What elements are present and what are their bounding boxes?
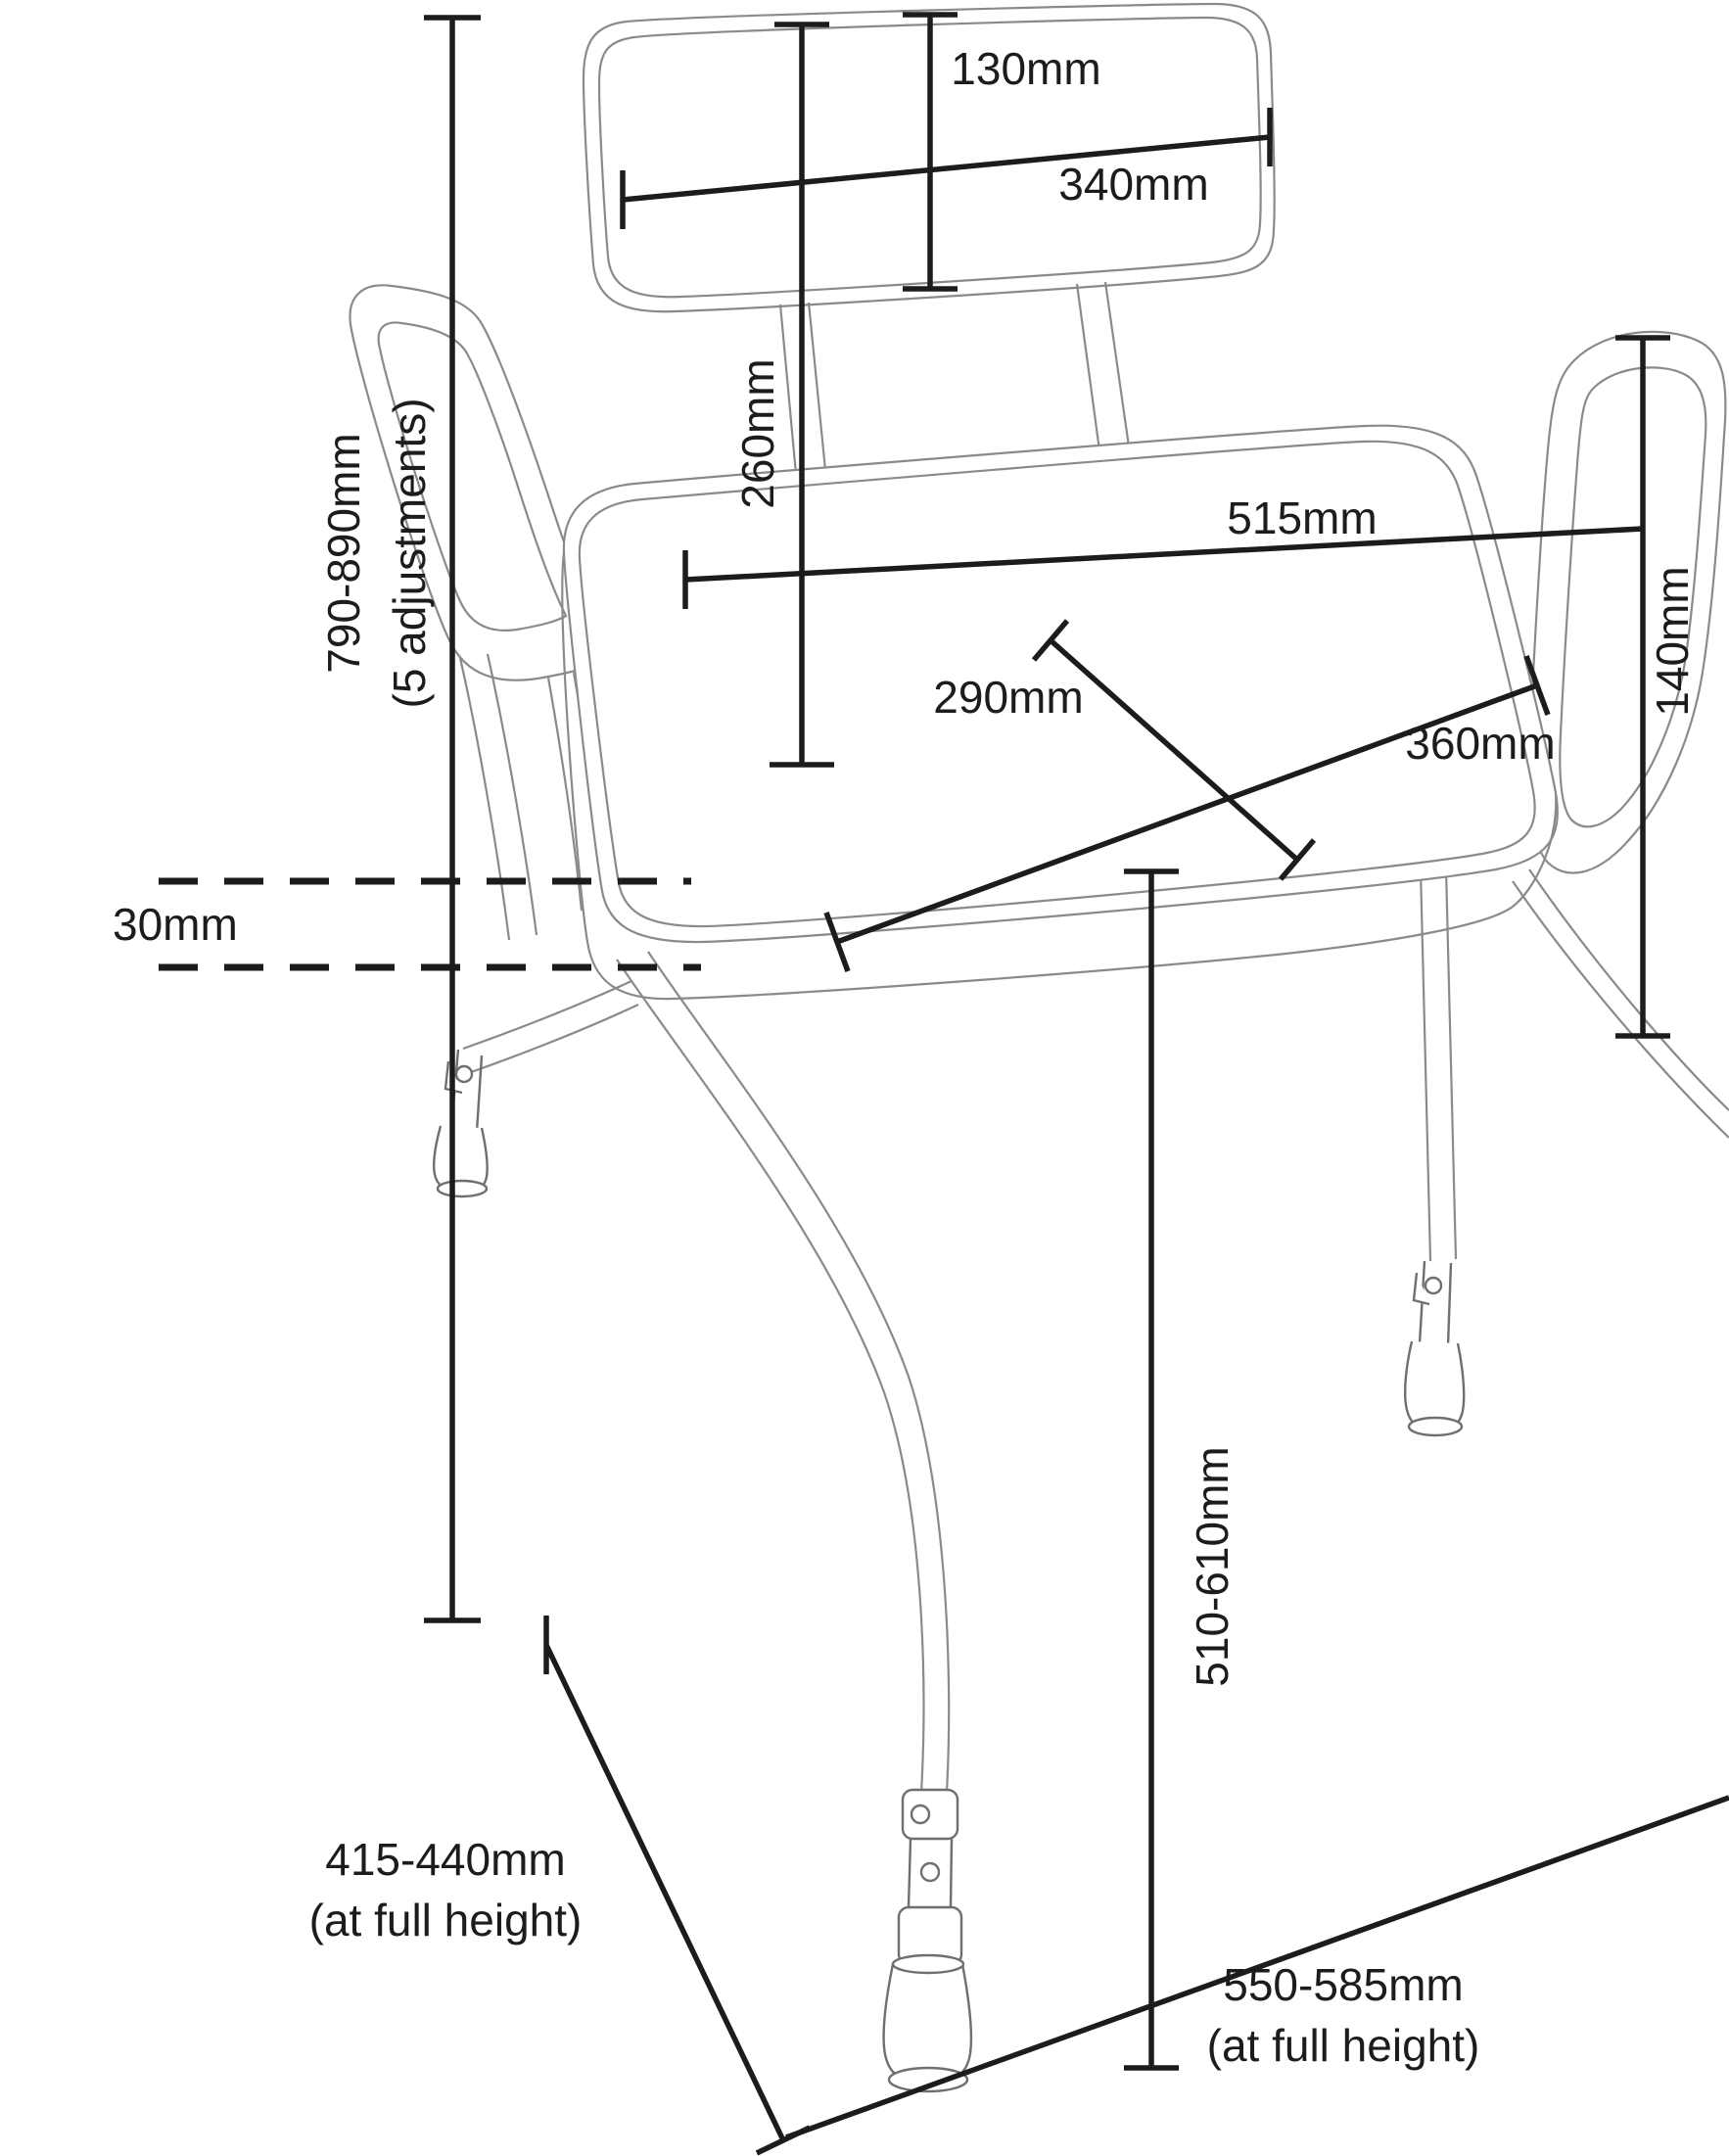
dim-line (546, 1645, 783, 2140)
dim-label: 290mm (933, 672, 1084, 723)
dim-label: 30mm (113, 899, 238, 950)
chair-drawing (350, 4, 1729, 2091)
dim-label: 340mm (1058, 159, 1209, 210)
leg-inner-tube (1448, 1263, 1451, 1345)
dimension-base-depth (309, 1616, 810, 2153)
backrest-post-right (1077, 284, 1099, 450)
dimension-overall-height (318, 18, 481, 1620)
dim-label: 550-585mm (1223, 1959, 1464, 2010)
dim-label: 515mm (1227, 492, 1378, 543)
left-arm-rear-post (488, 654, 537, 935)
leg-inner-tube (909, 1839, 911, 1907)
left-arm-front-post (548, 678, 582, 911)
dim-label: 360mm (1405, 718, 1556, 769)
ferrule-base (1409, 1418, 1462, 1435)
ferrule-top (893, 1955, 963, 1973)
leg-tube (1529, 869, 1729, 1110)
dim-label: 130mm (951, 43, 1101, 94)
dim-label-note: (at full height) (1206, 2020, 1480, 2071)
adjustment-pin-hole (921, 1863, 939, 1881)
dim-label-note: (at full height) (308, 1895, 583, 1945)
adjustment-pin-hole (456, 1066, 472, 1082)
front-right-leg (1513, 869, 1729, 1138)
backrest-post-right (1105, 282, 1129, 446)
leg-inner-tube (477, 1055, 482, 1132)
adjustment-pin-hole (911, 1805, 929, 1823)
leg-tube (617, 960, 923, 1794)
leg-inner-tube (951, 1839, 952, 1907)
front-left-leg (617, 952, 971, 2091)
left-arm-rear-post (460, 658, 509, 940)
leg-tube (648, 952, 949, 1792)
dim-label: 510-610mm (1187, 1446, 1238, 1687)
dim-label: 260mm (732, 358, 783, 509)
dim-label-note: (5 adjustments) (384, 398, 435, 709)
adjustment-pin-hole (1425, 1278, 1441, 1293)
leg-tube (1513, 881, 1729, 1138)
dim-label: 140mm (1647, 566, 1698, 717)
dim-label: 415-440mm (325, 1834, 566, 1885)
leg-tube (463, 981, 631, 1049)
backrest-post-left (809, 303, 825, 470)
dimension-seat-height (1124, 871, 1238, 2068)
ferrule-base (438, 1181, 487, 1196)
dim-label: 790-890mm (318, 433, 369, 674)
rear-left-leg (434, 981, 638, 1196)
